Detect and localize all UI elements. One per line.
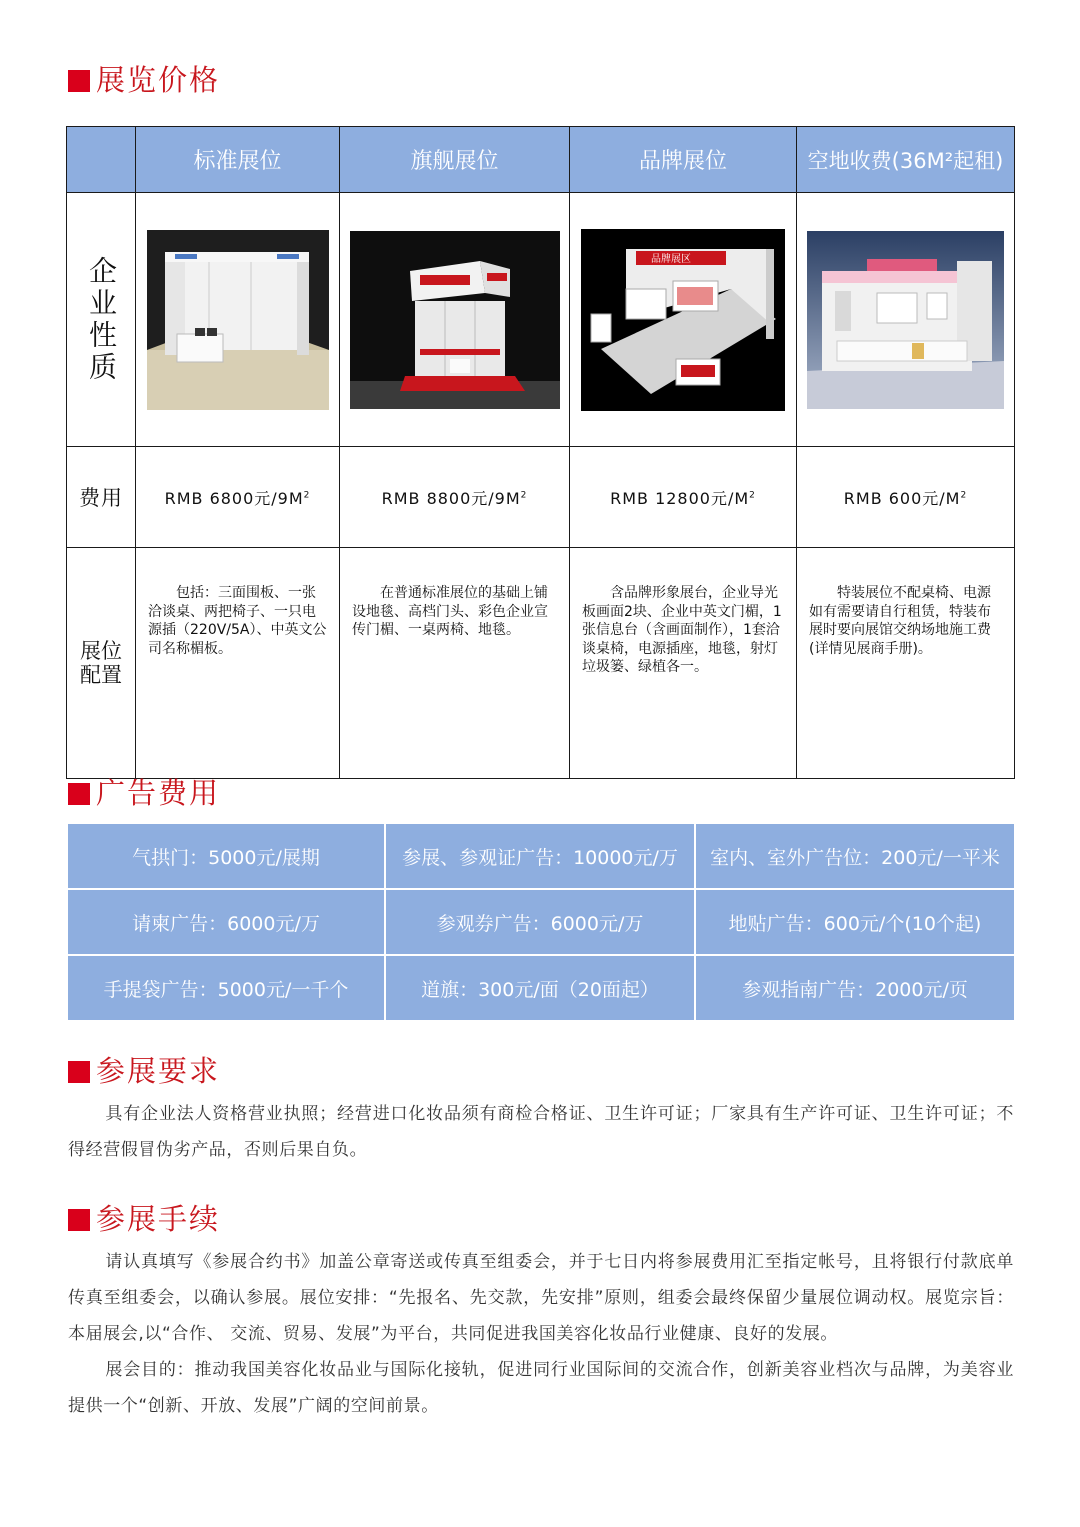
red-square-icon: [68, 1061, 90, 1083]
ad-invitation: 请柬广告：6000元/万: [68, 889, 385, 955]
section-title-price: [68, 63, 221, 97]
price-table-header-row: [67, 127, 1015, 193]
fee-brand: [570, 447, 797, 548]
ads-table: [68, 824, 1014, 1020]
open-space-image-cell: [797, 193, 1015, 447]
row-label-config-cell: [67, 548, 136, 779]
fee-standard-value: RMB 6800元/9M: [164, 488, 304, 508]
row-label-nature-cell: [67, 193, 136, 447]
red-square-icon: [68, 1209, 90, 1231]
row-label-nature: 企业性质: [85, 255, 118, 384]
fee-open-space: [797, 447, 1015, 548]
fee-open-space-unit-sup: 2: [960, 490, 968, 501]
fee-standard: [136, 447, 340, 548]
config-brand: 含品牌形象展台，企业导光板画面2块、企业中英文门楣，1张信息台（含画面制作），1套洽谈桌椅，电源插座，地毯，射灯垃圾篓、绿植各一。: [570, 548, 797, 779]
header-corner: [67, 127, 136, 193]
open-space-booth-image: [807, 231, 1004, 409]
requirements-paragraph: 具有企业法人资格营业执照；经营进口化妆品须有商检合格证、卫生许可证；厂家具有生产许可证、卫生许可证；不得经营假冒伪劣产品，否则后果自负。: [68, 1104, 1014, 1160]
section-title-ads-text: 广告费用: [96, 776, 221, 810]
section-title-procedures: [68, 1202, 221, 1236]
ad-floor-sticker: 地贴广告：600元/个(10个起): [695, 889, 1014, 955]
section-title-price-text: 展览价格: [96, 63, 221, 97]
ad-badge: 参展、参观证广告：10000元/万: [385, 824, 695, 889]
price-table-fee-row: [67, 447, 1015, 548]
fee-brand-value: RMB 12800元/M: [610, 488, 750, 508]
section-title-ads: [68, 776, 221, 810]
ad-ticket: 参观券广告：6000元/万: [385, 889, 695, 955]
row-label-config: 展位配置: [80, 639, 122, 687]
ad-flag: 道旗：300元/面（20面起）: [385, 955, 695, 1020]
config-flagship: 在普通标准展位的基础上铺设地毯、高档门头、彩色企业宣传门楣、一桌两椅、地毯。: [340, 548, 570, 779]
red-square-icon: [68, 70, 90, 92]
standard-booth-image-cell: [136, 193, 340, 447]
ad-indoor-outdoor: 室内、室外广告位：200元/一平米: [695, 824, 1014, 889]
ads-row: [68, 889, 1014, 955]
flagship-booth-image-cell: [340, 193, 570, 447]
ad-visitor-guide: 参观指南广告：2000元/页: [695, 955, 1014, 1020]
config-standard: 包括：三面围板、一张洽谈桌、两把椅子、一只电源插（220V/5A）、中英文公司名称楣板。: [136, 548, 340, 779]
header-open-space: 空地收费(36M²起租): [797, 127, 1015, 193]
ads-row: [68, 955, 1014, 1020]
section-title-requirements: [68, 1054, 221, 1088]
fee-brand-unit-sup: 2: [749, 490, 756, 501]
config-open-space: 特装展位不配桌椅、电源如有需要请自行租赁，特装布展时要向展馆交纳场地施工费(详情见展商手册)。: [797, 548, 1015, 779]
fee-flagship-value: RMB 8800元/9M: [381, 488, 521, 508]
brand-booth-banner: 品牌展区: [651, 253, 691, 265]
price-table-config-row: [67, 548, 1015, 779]
ad-air-arch: 气拱门：5000元/展期: [68, 824, 385, 889]
fee-open-space-value: RMB 600元/M: [843, 488, 961, 508]
header-standard: 标准展位: [136, 127, 340, 193]
fee-standard-unit-sup: 2: [303, 490, 311, 501]
header-flagship: 旗舰展位: [340, 127, 570, 193]
price-table: [66, 126, 1015, 779]
brand-booth-image: [581, 229, 785, 411]
brand-booth-image-cell: [570, 193, 797, 447]
ads-row: [68, 824, 1014, 889]
flagship-booth-image: [350, 231, 560, 409]
fee-flagship-unit-sup: 2: [520, 490, 528, 501]
section-title-requirements-text: 参展要求: [96, 1054, 221, 1088]
procedures-paragraph-2: 展会目的：推动我国美容化妆品业与国际化接轨，促进同行业国际间的交流合作，创新美容业档次与品牌，为美容业提供一个“创新、开放、发展”广阔的空间前景。: [68, 1360, 1014, 1416]
header-brand: 品牌展位: [570, 127, 797, 193]
requirements-text-block: [68, 1096, 1014, 1168]
section-title-procedures-text: 参展手续: [96, 1202, 221, 1236]
row-label-fee: 费用: [67, 447, 136, 548]
procedures-text-block: [68, 1244, 1014, 1424]
procedures-paragraph-1: 请认真填写《参展合约书》加盖公章寄送或传真至组委会，并于七日内将参展费用汇至指定帐号，且将银行付款底单传真至组委会，以确认参展。展位安排：“先报名、先交款，先安排”原则，组委会最终保留少量展位调动权。展览宗旨：本届展会,以“合作、 交流、贸易、发展”为平台，共同促进我国美容化妆品行业健康、良好的发展。: [68, 1252, 1014, 1344]
price-table-image-row: [67, 193, 1015, 447]
standard-booth-image: [147, 230, 329, 410]
ad-handbag: 手提袋广告：5000元/一千个: [68, 955, 385, 1020]
fee-flagship: [340, 447, 570, 548]
red-square-icon: [68, 783, 90, 805]
